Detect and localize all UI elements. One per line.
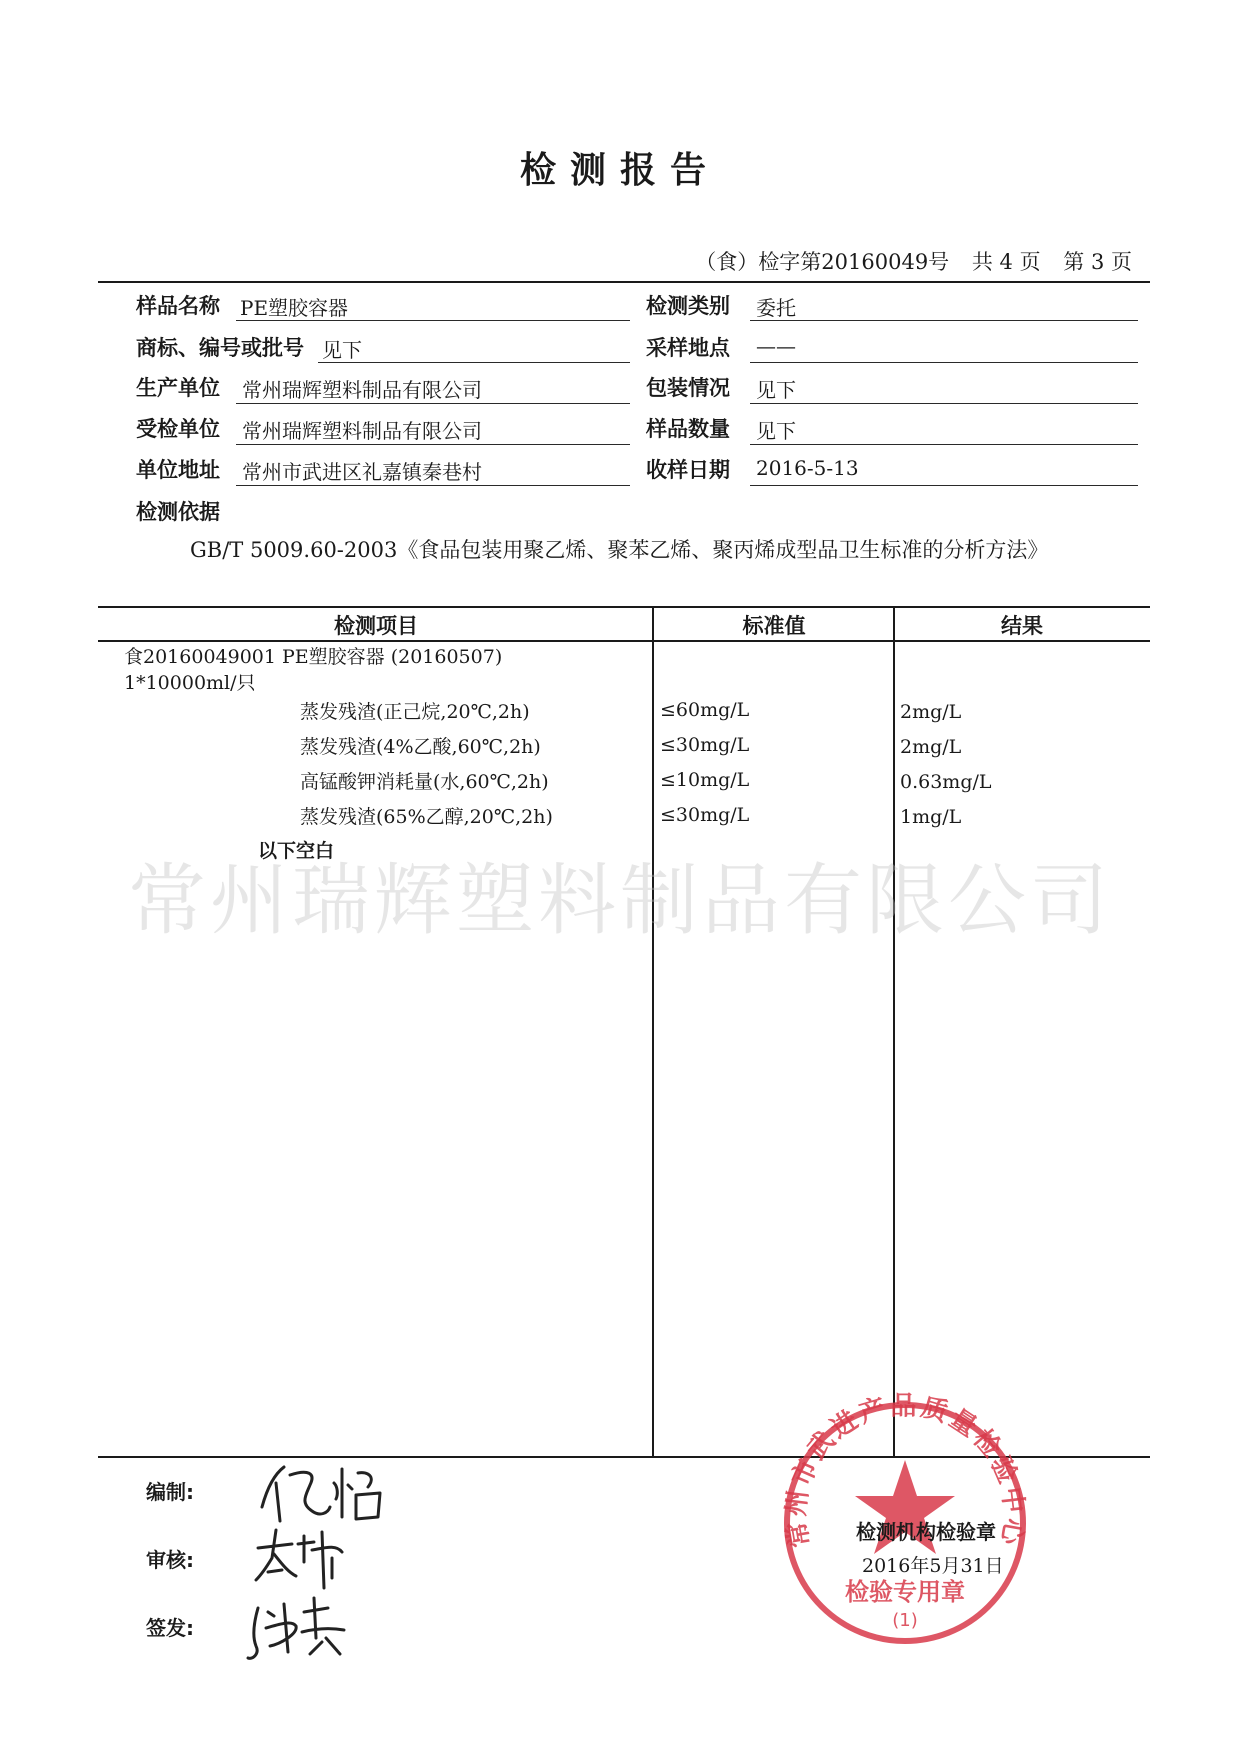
label-sampling-site: 采样地点: [646, 336, 730, 360]
underline: [318, 362, 630, 363]
signature-reviewed: [252, 1522, 352, 1592]
compiled-by-label: 编制:: [146, 1480, 194, 1504]
label-receipt-date: 收样日期: [646, 458, 730, 482]
value-receipt-date: 2016-5-13: [756, 456, 859, 480]
value-sample-quantity: 见下: [756, 419, 796, 443]
label-batch-number: 商标、编号或批号: [136, 336, 304, 360]
table-row-result: 0.63mg/L: [900, 771, 992, 793]
underline: [236, 320, 630, 321]
value-packaging: 见下: [756, 378, 796, 402]
basis-label: 检测依据: [136, 500, 220, 524]
value-inspected-unit: 常州瑞辉塑料制品有限公司: [242, 419, 482, 443]
table-row-item: 蒸发残渣(正己烷,20℃,2h): [300, 701, 530, 723]
signature-issued: [244, 1588, 364, 1666]
table-row-item: 高锰酸钾消耗量(水,60℃,2h): [300, 771, 549, 793]
table-row-item: 蒸发残渣(4%乙酸,60℃,2h): [300, 736, 541, 758]
basis-text: GB/T 5009.60-2003《食品包装用聚乙烯、聚苯乙烯、聚丙烯成型品卫生标准的分析方法》: [190, 538, 1049, 562]
report-number: （食）检字第20160049号: [695, 250, 950, 274]
value-batch-number: 见下: [322, 338, 362, 362]
total-pages: 共 4 页: [971, 250, 1041, 274]
blank-note: 以下空白: [258, 840, 335, 862]
underline: [750, 320, 1138, 321]
issued-by-label: 签发:: [146, 1616, 194, 1640]
value-sampling-site: ——: [756, 334, 796, 358]
value-manufacturer: 常州瑞辉塑料制品有限公司: [242, 378, 482, 402]
table-top-rule: [98, 606, 1150, 608]
signature-compiled: [250, 1455, 390, 1525]
seal-text: 常州市武进产品质量检验中心: [781, 1391, 1029, 1550]
underline: [750, 403, 1138, 404]
report-reference: [695, 246, 1132, 276]
table-row-result: 1mg/L: [900, 806, 962, 828]
underline: [236, 403, 630, 404]
sample-id-line: 食20160049001 PE塑胶容器 (20160507): [124, 646, 503, 668]
seal-number: (1): [892, 1610, 918, 1631]
stamp-date: 2016年5月31日: [862, 1555, 1004, 1577]
column-divider: [893, 606, 895, 1458]
header-result: 结果: [1001, 614, 1043, 638]
table-row-item: 蒸发残渣(65%乙醇,20℃,2h): [300, 806, 553, 828]
header-standard: 标准值: [742, 614, 806, 638]
value-address: 常州市武进区礼嘉镇秦巷村: [242, 460, 482, 484]
page-title: 检测报告: [519, 150, 720, 191]
label-test-category: 检测类别: [646, 294, 730, 318]
page-number: 第 3 页: [1063, 250, 1132, 274]
label-address: 单位地址: [136, 458, 220, 482]
value-sample-name: PE塑胶容器: [240, 296, 349, 320]
table-row-standard: ≤30mg/L: [660, 734, 750, 756]
underline: [750, 444, 1138, 445]
column-divider: [652, 606, 654, 1458]
table-row-result: 2mg/L: [900, 736, 962, 758]
reviewed-by-label: 审核:: [146, 1548, 194, 1572]
header-test-item: 检测项目: [334, 614, 418, 638]
label-manufacturer: 生产单位: [136, 376, 220, 400]
underline: [750, 485, 1138, 486]
underline: [236, 485, 630, 486]
label-inspected-unit: 受检单位: [136, 417, 220, 441]
underline: [750, 362, 1138, 363]
watermark: 常州瑞辉塑料制品有限公司: [127, 856, 1112, 946]
value-test-category: 委托: [756, 296, 796, 320]
label-sample-quantity: 样品数量: [646, 417, 730, 441]
table-row-standard: ≤10mg/L: [660, 769, 750, 791]
table-row-result: 2mg/L: [900, 701, 962, 723]
top-rule: [98, 281, 1150, 283]
sample-spec-line: 1*10000ml/只: [124, 672, 256, 694]
table-row-standard: ≤30mg/L: [660, 804, 750, 826]
stamp-title: 检测机构检验章: [856, 1520, 996, 1544]
underline: [236, 444, 630, 445]
label-sample-name: 样品名称: [136, 294, 220, 318]
table-row-standard: ≤60mg/L: [660, 699, 750, 721]
label-packaging: 包装情况: [646, 376, 730, 400]
seal-sub: 检验专用章: [845, 1578, 965, 1606]
